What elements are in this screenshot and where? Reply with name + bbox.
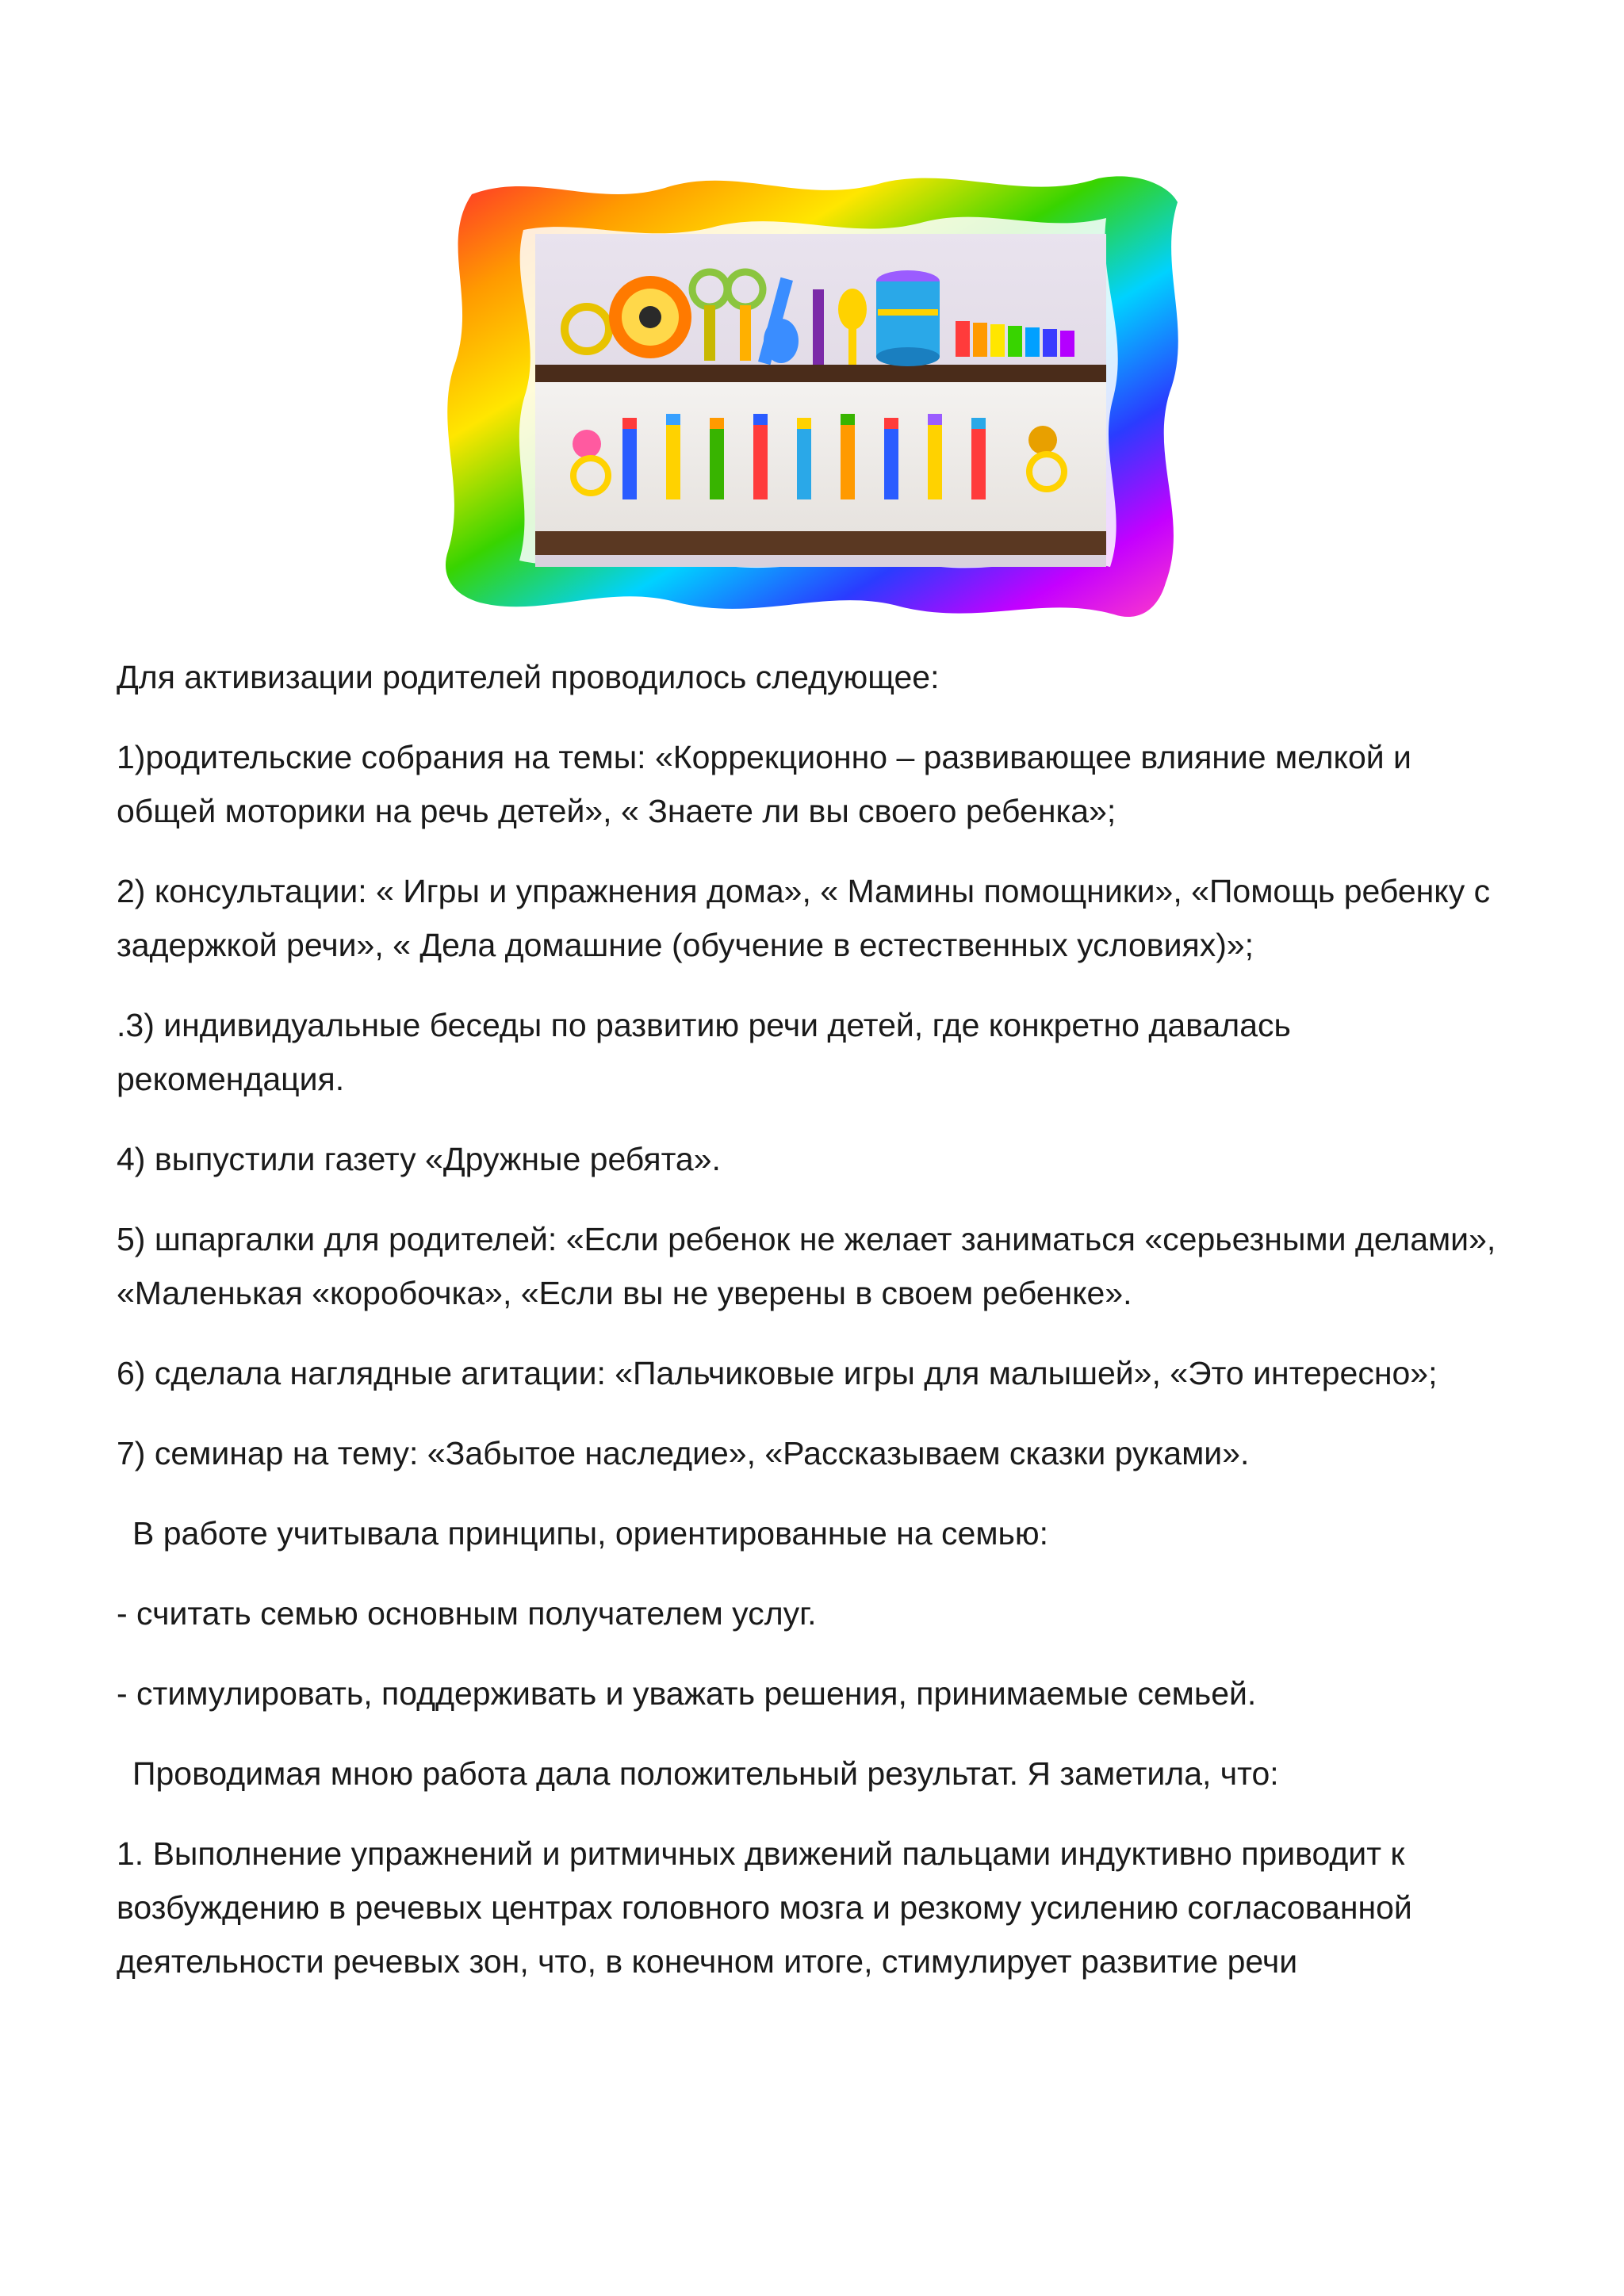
paragraph-item-2: 2) консультации: « Игры и упражнения дома», « Мамины помощники», «Помощь ребенку с задержкой речи», « Дела домашние (обучение в естественных условиях)»; bbox=[117, 873, 1491, 963]
paragraph-item-4: 4) выпустили газету «Дружные ребята». bbox=[117, 1141, 721, 1177]
paragraph-item-6: 6) сделала наглядные агитации: «Пальчиковые игры для малышей», «Это интересно»; bbox=[117, 1355, 1438, 1391]
document-body bbox=[117, 650, 1512, 2015]
rainbow-frame-image bbox=[440, 170, 1185, 622]
paragraph-principle-2: - стимулировать, поддерживать и уважать решения, принимаемые семьей. bbox=[117, 1675, 1257, 1712]
toy-shelf-illustration bbox=[440, 170, 1185, 622]
paragraph-principles-intro: В работе учитывала принципы, ориентированные на семью: bbox=[132, 1515, 1049, 1552]
paragraph-result-intro: Проводимая мною работа дала положительный результат. Я заметила, что: bbox=[132, 1755, 1279, 1792]
paragraph-item-5: 5) шпаргалки для родителей: «Если ребенок не желает заниматься «серьезными делами», «Маленькая «коробочка», «Если вы не уверены в своем ребенке». bbox=[117, 1221, 1496, 1311]
paragraph-item-3: .3) индивидуальные беседы по развитию речи детей, где конкретно давалась рекомендация. bbox=[117, 1007, 1291, 1097]
paragraph-item-1: 1)родительские собрания на темы: «Коррекционно – развивающее влияние мелкой и общей моторики на речь детей», « Знаете ли вы своего ребенка»; bbox=[117, 739, 1411, 829]
paragraph-principle-1: - считать семью основным получателем услуг. bbox=[117, 1595, 817, 1632]
photo-area bbox=[535, 234, 1106, 567]
rattle-row bbox=[622, 414, 986, 499]
paragraph-result-1: 1. Выполнение упражнений и ритмичных движений пальцами индуктивно приводит к возбуждению в речевых центрах головного мозга и резкому усилению согласованной деятельности речевых зон, что, в конечном итоге, стимулирует развитие речи bbox=[117, 1835, 1412, 1980]
paragraph-intro: Для активизации родителей проводилось следующее: bbox=[117, 659, 940, 695]
paragraph-item-7: 7) семинар на тему: «Забытое наследие», «Рассказываем сказки руками». bbox=[117, 1435, 1250, 1471]
